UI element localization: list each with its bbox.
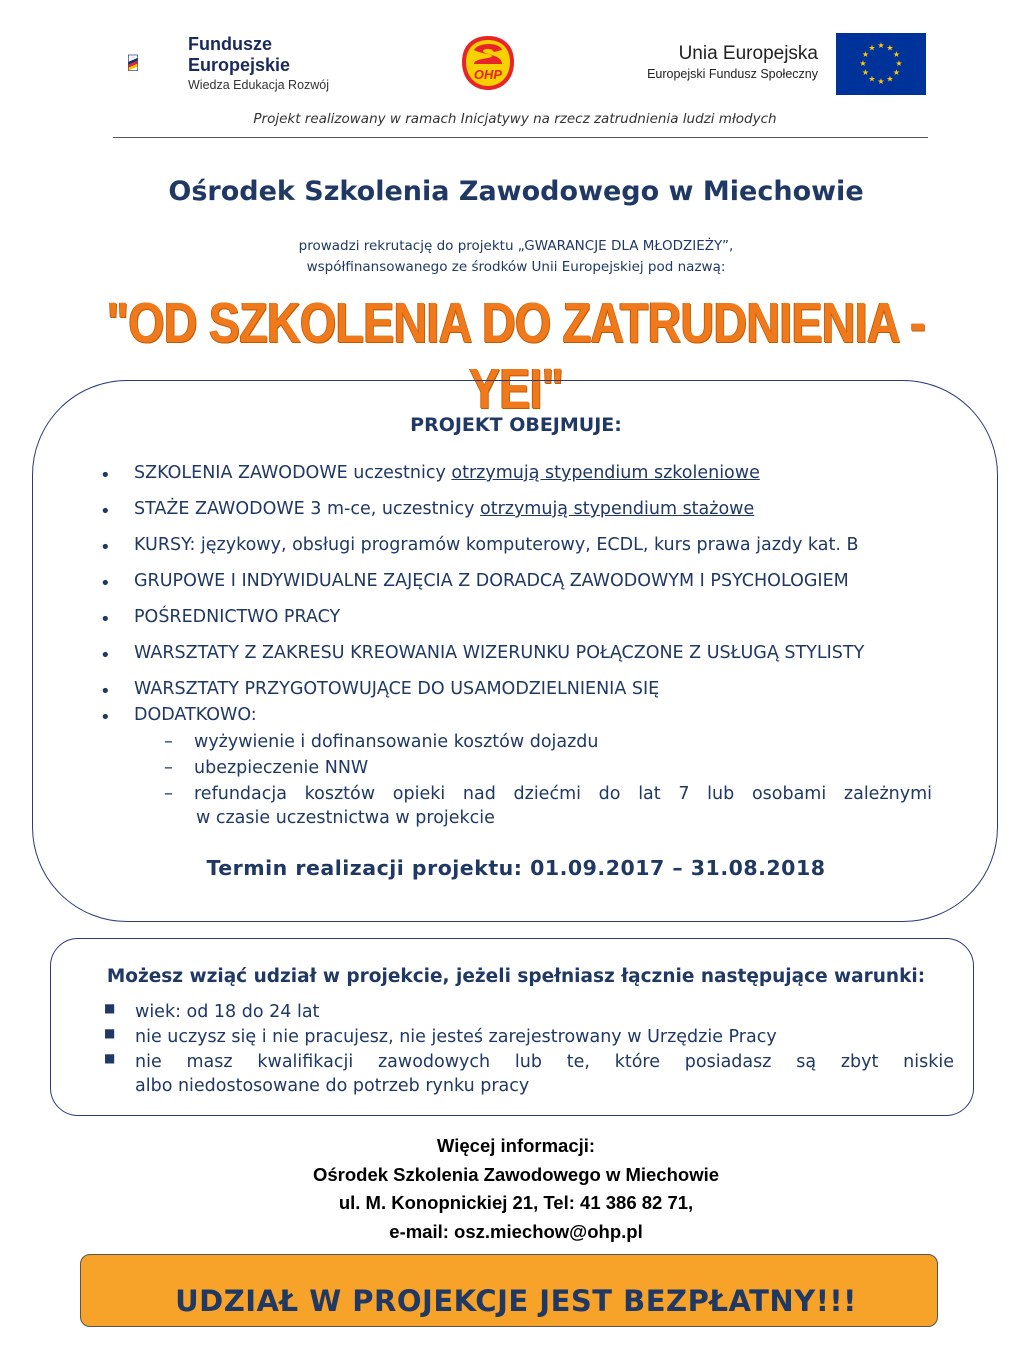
- bullet-icon: •: [100, 645, 111, 666]
- fe-logo-line2: Europejskie: [188, 55, 291, 75]
- subitem-text: refundacja kosztów opieki nad dziećmi do lat 7 lub osobami zależnymi: [194, 784, 932, 804]
- header-divider: [113, 137, 928, 138]
- item-underline: otrzymują stypendium szkoleniowe: [451, 463, 760, 483]
- bullet-icon: •: [100, 465, 111, 486]
- bullet-icon: •: [100, 501, 111, 522]
- fe-logo-text: [188, 34, 329, 94]
- contact-info: [0, 1132, 1032, 1246]
- subitem-text: ubezpieczenie NNW: [194, 758, 369, 778]
- bullet-icon: •: [100, 609, 111, 630]
- fundusze-europejskie-logo: [128, 24, 180, 102]
- eligibility-heading: Możesz wziąć udział w projekcie, jeżeli spełniasz łącznie następujące warunki:: [106, 966, 926, 987]
- item-plain: uczestnicy: [347, 463, 452, 483]
- item-bold: WARSZTATY PRZYGOTOWUJĄCE DO USAMODZIELNIENIA SIĘ: [134, 679, 660, 699]
- svg-text:★: ★: [895, 59, 903, 68]
- item-bold: POŚREDNICTWO PRACY: [134, 607, 341, 627]
- square-bullet-icon: ■: [104, 1026, 116, 1040]
- svg-text:★: ★: [861, 50, 870, 59]
- svg-text:★: ★: [892, 68, 901, 77]
- contact-org: Ośrodek Szkolenia Zawodowego w Miechowie: [312, 1163, 720, 1185]
- svg-text:★: ★: [877, 41, 885, 50]
- dash-icon: –: [164, 758, 173, 778]
- svg-text:★: ★: [877, 77, 885, 86]
- intro-line1: prowadzi rekrutację do projektu „GWARANCJE DLA MŁODZIEŻY”,: [298, 238, 734, 254]
- condition-text: nie uczysz się i nie pracujesz, nie jesteś zarejestrowany w Urzędzie Pracy: [135, 1027, 777, 1047]
- square-bullet-icon: ■: [104, 1001, 116, 1015]
- bullet-icon: •: [100, 681, 111, 702]
- condition-text: albo niedostosowane do potrzeb rynku pracy: [135, 1076, 530, 1096]
- project-scope-heading: PROJEKT OBEJMUJE:: [410, 414, 622, 436]
- subitem-text: w czasie uczestnictwa w projekcie: [196, 808, 495, 828]
- contact-address: ul. M. Konopnickiej 21, Tel: 41 386 82 71,: [338, 1192, 694, 1213]
- item-bold: DODATKOWO:: [134, 705, 257, 725]
- bullet-icon: •: [100, 707, 111, 728]
- svg-text:★: ★: [892, 50, 901, 59]
- bullet-icon: •: [100, 537, 111, 558]
- page-title: Ośrodek Szkolenia Zawodowego w Miechowie: [168, 176, 864, 207]
- ohp-logo: [456, 32, 520, 92]
- intro-text: [0, 236, 1032, 278]
- ue-logo-title: Unia Europejska: [678, 43, 818, 64]
- dash-icon: –: [164, 732, 173, 752]
- svg-text:★: ★: [861, 68, 870, 77]
- fe-logo-line1: Fundusze: [188, 34, 272, 54]
- item-bold: KURSY:: [134, 535, 196, 555]
- square-bullet-icon: ■: [104, 1051, 116, 1065]
- svg-text:★: ★: [868, 43, 876, 53]
- condition-text: wiek: od 18 do 24 lat: [135, 1002, 320, 1022]
- intro-line2: współfinansowanego ze środków Unii Europejskiej pod nazwą:: [306, 259, 726, 275]
- svg-text:★: ★: [859, 59, 867, 68]
- banner-text: UDZIAŁ W PROJEKCJE JEST BEZPŁATNY!!!: [175, 1284, 857, 1318]
- ue-logo-subtitle: Europejski Fundusz Społeczny: [647, 67, 818, 81]
- item-bold: SZKOLENIA ZAWODOWE: [134, 463, 348, 483]
- item-bold: STAŻE ZAWODOWE: [134, 499, 305, 519]
- svg-text:★: ★: [886, 74, 894, 84]
- ohp-logo-text: OHP: [473, 67, 503, 82]
- project-term: Termin realizacji projektu: 01.09.2017 – 31.08.2018: [206, 856, 826, 880]
- bullet-icon: •: [100, 573, 111, 594]
- fe-logo-line3: Wiedza Edukacja Rozwój: [188, 78, 330, 92]
- subitem-text: wyżywienie i dofinansowanie kosztów dojazdu: [194, 732, 599, 752]
- eu-flag-icon: [836, 33, 926, 95]
- contact-heading: Więcej informacji:: [436, 1135, 596, 1156]
- condition-text: nie masz kwalifikacji zawodowych lub te, które posiadasz są zbyt niskie: [135, 1052, 954, 1072]
- project-note: Projekt realizowany w ramach Inicjatywy na rzecz zatrudnienia ludzi młodych: [253, 111, 777, 127]
- svg-text:★: ★: [886, 43, 894, 53]
- dash-icon: –: [164, 784, 173, 804]
- contact-email: e-mail: osz.miechow@ohp.pl: [389, 1220, 643, 1242]
- project-name: "OD SZKOLENIA DO ZATRUDNIENIA - YEI": [106, 291, 926, 421]
- item-bold: WARSZTATY Z ZAKRESU KREOWANIA WIZERUNKU POŁĄCZONE Z USŁUGĄ STYLISTY: [134, 643, 865, 663]
- svg-text:★: ★: [868, 74, 876, 84]
- item-bold: GRUPOWE I INDYWIDUALNE ZAJĘCIA Z DORADCĄ ZAWODOWYM I PSYCHOLOGIEM: [134, 571, 849, 591]
- item-plain: językowy, obsługi programów komputerowy, ECDL, kurs prawa jazdy kat. B: [195, 535, 859, 555]
- ue-logo-text: [600, 43, 818, 83]
- item-underline: otrzymują stypendium stażowe: [480, 499, 755, 519]
- item-plain: 3 m-ce, uczestnicy: [304, 499, 480, 519]
